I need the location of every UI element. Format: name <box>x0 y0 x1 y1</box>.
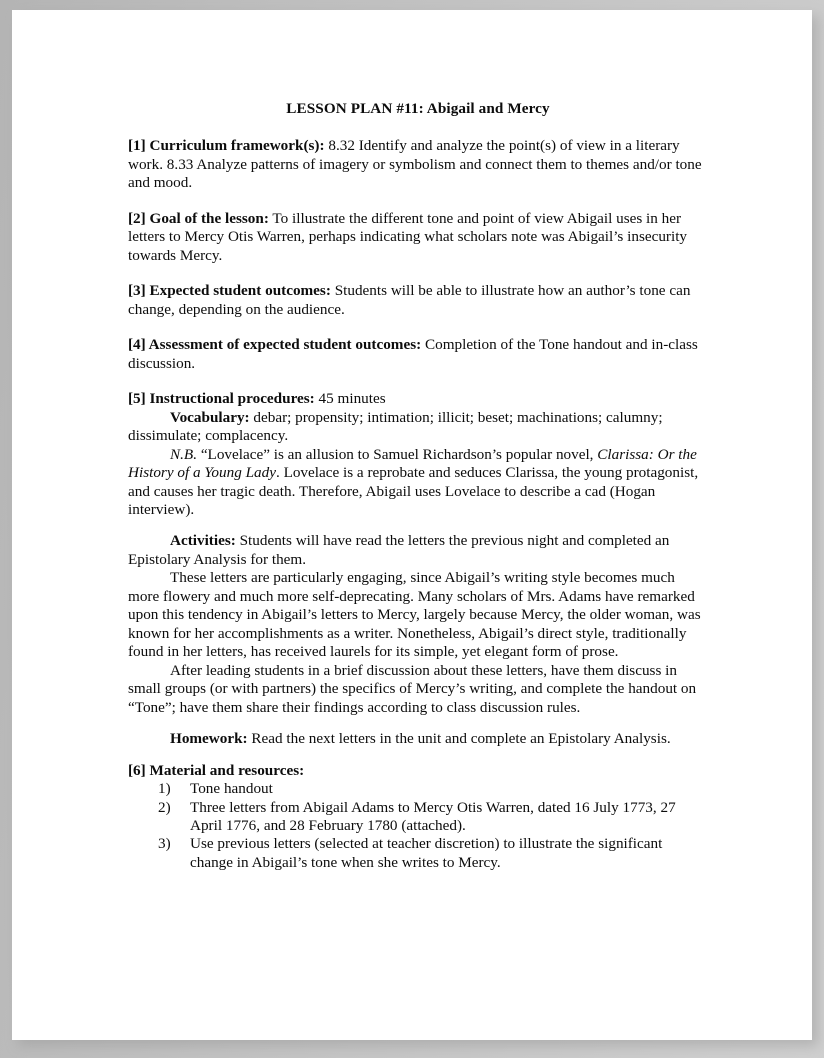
section-materials-and-resources <box>128 762 708 873</box>
outcomes-label: [3] Expected student outcomes: <box>128 282 331 300</box>
document-page <box>12 10 812 1040</box>
assessment-paragraph <box>128 336 708 373</box>
activities-paragraph <box>128 532 708 569</box>
list-item-text: Use previous letters (selected at teacher discretion) to illustrate the significant change in Abigail’s tone when she writes to Mercy. <box>190 835 663 871</box>
section-curriculum-framework <box>128 137 708 192</box>
activities-label: Activities: <box>170 532 236 550</box>
list-item <box>128 780 708 798</box>
list-item <box>128 835 708 872</box>
activities-paragraph-three: After leading students in a brief discussion about these letters, have them discuss in small groups (or with partners) the specifics of Mercy’s writing, and complete the handout on “Tone”; have them share their findings according to class discussion rules. <box>128 661 697 716</box>
note-abbreviation: N.B. <box>170 445 198 463</box>
spacer-before-homework <box>128 717 708 730</box>
section-expected-outcomes <box>128 282 708 319</box>
outcomes-body: Students will be able to illustrate how an author’s tone can change, depending on the audience. <box>128 282 691 318</box>
curriculum-label: [1] Curriculum framework(s): <box>128 137 325 155</box>
spacer-before-activities <box>128 519 708 532</box>
materials-label: [6] Material and resources: <box>128 761 305 779</box>
list-item-marker: 3) <box>158 835 171 853</box>
materials-list <box>128 780 708 872</box>
section-instructional-procedures <box>128 390 708 748</box>
vocabulary-paragraph <box>128 409 708 446</box>
homework-paragraph <box>128 730 708 748</box>
list-item-text: Tone handout <box>190 780 273 798</box>
vocabulary-label: Vocabulary: <box>170 408 250 426</box>
procedures-duration: 45 minutes <box>314 390 386 408</box>
list-item-marker: 1) <box>158 780 171 798</box>
goal-paragraph <box>128 210 708 265</box>
spacer-before-materials <box>128 749 708 762</box>
procedures-label: [5] Instructional procedures: <box>128 390 315 408</box>
section-assessment <box>128 336 708 373</box>
assessment-label: [4] Assessment of expected student outcomes: <box>128 336 422 354</box>
assessment-body: Completion of the Tone handout and in-class discussion. <box>128 336 698 372</box>
curriculum-body: 8.32 Identify and analyze the point(s) of view in a literary work. 8.33 Analyze patterns of imagery or symbolism and connect them to themes and/or tone and mood. <box>128 137 702 192</box>
section-goal <box>128 210 708 265</box>
goal-body: To illustrate the different tone and point of view Abigail uses in her letters to Mercy Otis Warren, perhaps indicating what scholars note was Abigail’s insecurity towards Mercy. <box>128 209 688 264</box>
activities-body: Students will have read the letters the previous night and completed an Epistolary Analysis for them. <box>128 532 670 568</box>
note-part-one: “Lovelace” is an allusion to Samuel Richardson’s popular novel, <box>197 445 598 463</box>
list-item-marker: 2) <box>158 798 171 816</box>
vocabulary-body: debar; propensity; intimation; illicit; beset; machinations; calumny; dissimulate; complacency. <box>128 408 663 445</box>
homework-label: Homework: <box>170 730 248 748</box>
page-title: LESSON PLAN #11: Abigail and Mercy <box>286 100 550 117</box>
goal-label: [2] Goal of the lesson: <box>128 209 269 227</box>
outcomes-paragraph <box>128 282 708 319</box>
document-body <box>128 100 708 872</box>
procedures-heading <box>128 390 708 408</box>
list-item-text: Three letters from Abigail Adams to Mercy Otis Warren, dated 16 July 1773, 27 April 1776, and 28 February 1780 (attached). <box>190 798 676 834</box>
note-part-two: . Lovelace is a reprobate and seduces Clarissa, the young protagonist, and causes her tragic death. Therefore, Abigail uses Lovelace to describe a cad (Hogan interview). <box>128 464 699 518</box>
homework-body: Read the next letters in the unit and complete an Epistolary Analysis. <box>247 730 671 748</box>
curriculum-paragraph <box>128 137 708 192</box>
note-book-title: Clarissa: Or the History of a Young Lady <box>128 445 697 482</box>
note-paragraph <box>128 446 708 520</box>
list-item <box>128 799 708 836</box>
activities-paragraph-two: These letters are particularly engaging, since Abigail’s writing style becomes much more flowery and much more self-deprecating. Many scholars of Mrs. Adams have remarked upon this tendency in Abigail’s letters to Mercy, largely because Mercy, the older woman, was known for her accomplishments as a writer. Nonetheless, Abigail’s direct style, traditionally found in her letters, has received laurels for its simple, yet elegant form of prose. <box>128 569 701 661</box>
